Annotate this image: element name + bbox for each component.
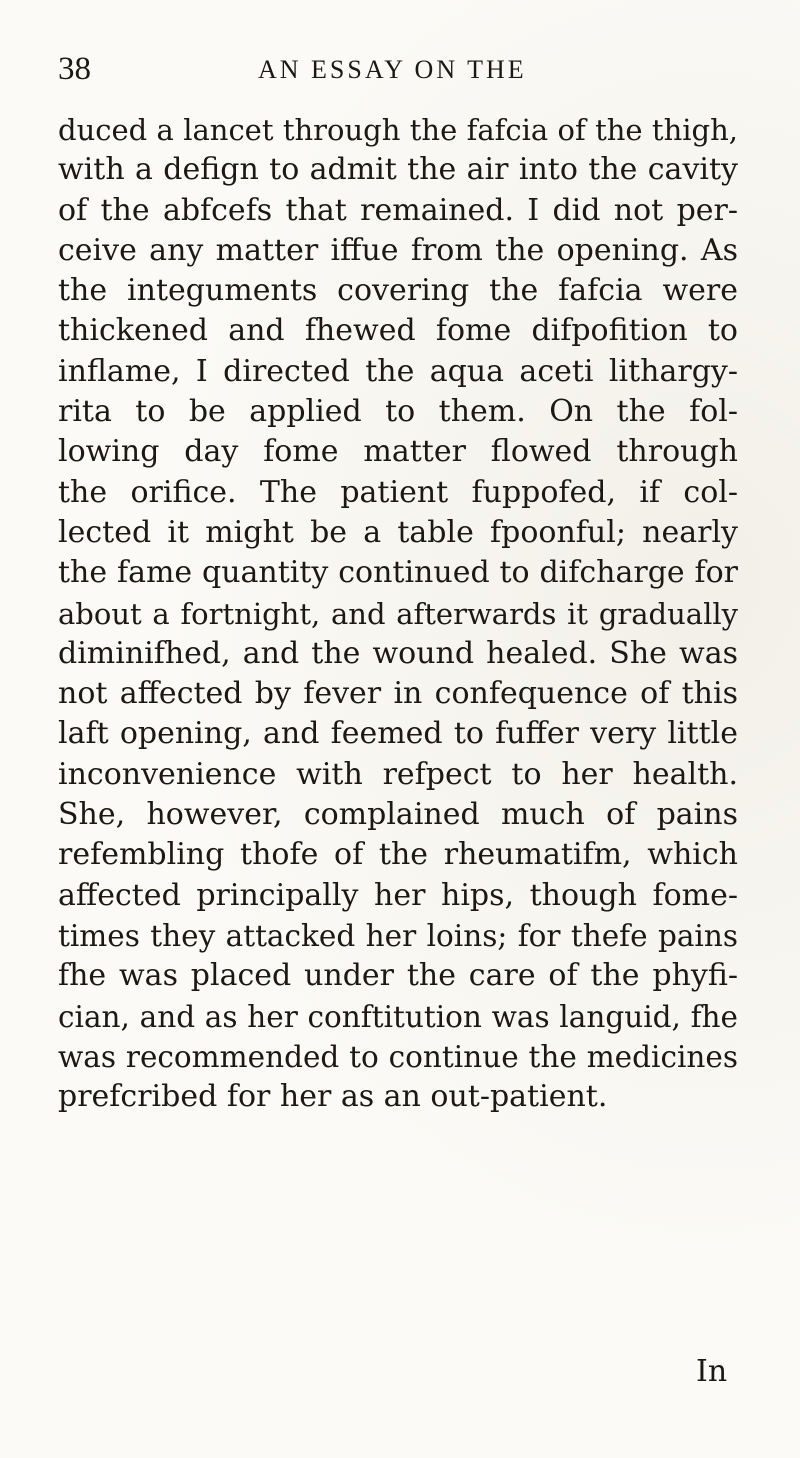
catchword: In xyxy=(696,1354,728,1389)
text-line: diminifhed, and the wound healed. She was xyxy=(58,635,738,671)
page-number: 38 xyxy=(58,51,91,87)
text-line: not affected by fever in confequence of this xyxy=(58,676,738,712)
text-line: the fame quantity continued to difcharge for xyxy=(58,555,738,591)
running-head xyxy=(0,44,800,94)
body-text xyxy=(58,110,738,1117)
text-line: prefcribed for her as an out-patient. xyxy=(58,1079,608,1115)
text-line: the orifice. The patient fuppofed, if col- xyxy=(58,474,738,510)
text-line: thickened and fhewed fome difpofition to xyxy=(58,313,738,349)
running-title: AN ESSAY ON THE xyxy=(258,55,527,84)
text-line: duced a lancet through the fafcia of the thigh, xyxy=(58,113,738,147)
text-line: with a defign to admit the air into the cavity xyxy=(58,152,738,188)
text-line: lected it might be a table fpoonful; nearly xyxy=(58,514,738,550)
text-line: was recommended to continue the medicines xyxy=(58,1039,738,1074)
text-line: refembling thofe of the rheumatifm, which xyxy=(58,837,738,873)
text-line: inconvenience with refpect to her health. xyxy=(58,756,738,792)
text-line: the integuments covering the fafcia were xyxy=(58,273,738,309)
text-line: about a fortnight, and afterwards it gradually xyxy=(58,596,738,631)
text-line: cian, and as her conftitution was languid, fhe xyxy=(58,999,738,1034)
text-line: lowing day fome matter flowed through xyxy=(58,434,738,470)
text-line: times they attacked her loins; for thefe pains xyxy=(58,918,738,953)
text-line: ceive any matter iffue from the opening. As xyxy=(58,232,738,268)
text-line: affected principally her hips, though fome- xyxy=(58,877,738,913)
text-line: She, however, complained much of pains xyxy=(58,797,738,833)
text-line: rita to be applied to them. On the fol- xyxy=(58,394,738,430)
text-line: inflame, I directed the aqua aceti lithargy- xyxy=(58,353,738,389)
text-line: of the abfcefs that remained. I did not per- xyxy=(58,192,738,228)
text-line: laft opening, and feemed to fuffer very little xyxy=(58,716,738,752)
text-line: fhe was placed under the care of the phyfi- xyxy=(58,958,738,994)
